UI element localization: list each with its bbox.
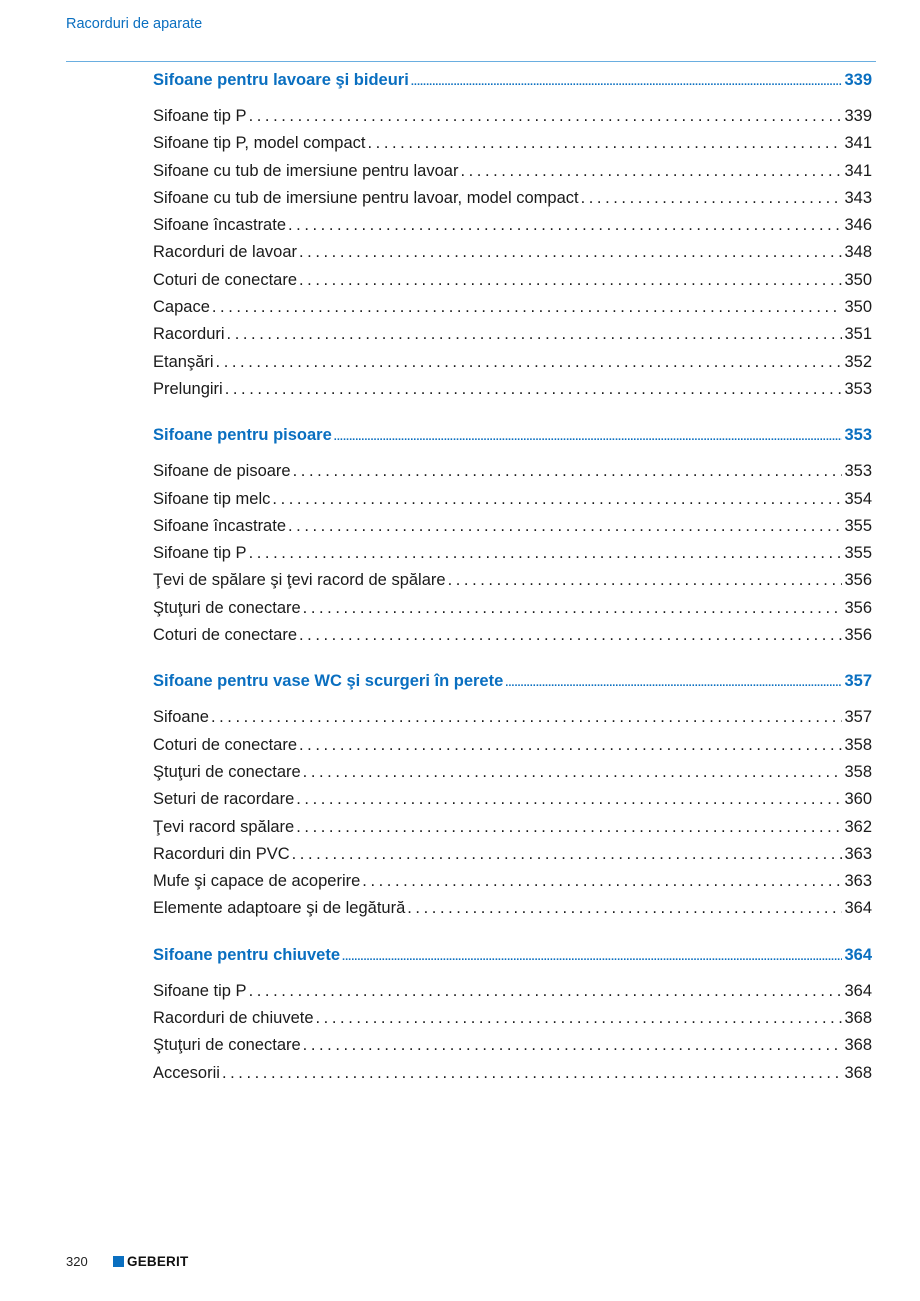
entry-label: Racorduri — [153, 325, 225, 344]
entry-page: 368 — [844, 1036, 872, 1055]
dot-leader — [272, 486, 842, 513]
dot-leader — [299, 622, 842, 649]
dot-leader — [211, 704, 843, 731]
entry-label: Sifoane tip P — [153, 544, 247, 563]
page-number: 320 — [66, 1254, 88, 1269]
entry-page: 363 — [844, 872, 872, 891]
entry-label: Sifoane tip melc — [153, 489, 271, 508]
entry-label: Sifoane — [153, 708, 209, 727]
dot-leader — [249, 103, 843, 130]
logo-square-icon — [113, 1256, 124, 1267]
entry-page: 364 — [844, 899, 872, 918]
toc-entry[interactable] — [153, 1005, 872, 1032]
toc-entry[interactable] — [153, 1032, 872, 1059]
toc-entry[interactable] — [153, 349, 872, 376]
toc-entry[interactable] — [153, 978, 872, 1005]
entry-page: 351 — [844, 325, 872, 344]
dot-leader — [222, 1060, 843, 1087]
toc-entry[interactable] — [153, 622, 872, 649]
entry-label: Sifoane cu tub de imersiune pentru lavoar, model compact — [153, 188, 579, 207]
logo-text: GEBERIT — [127, 1254, 189, 1269]
entry-label: Racorduri de chiuvete — [153, 1009, 314, 1028]
dot-leader — [303, 759, 843, 786]
entry-page: 350 — [844, 270, 872, 289]
entry-page: 364 — [844, 945, 872, 964]
entry-page: 353 — [844, 379, 872, 398]
entry-page: 355 — [844, 516, 872, 535]
entry-label: Coturi de conectare — [153, 626, 297, 645]
entry-page: 341 — [844, 161, 872, 180]
toc-entry[interactable] — [153, 158, 872, 185]
entry-page: 355 — [844, 544, 872, 563]
entry-page: 356 — [844, 598, 872, 617]
toc-entry[interactable] — [153, 704, 872, 731]
toc-entry[interactable] — [153, 130, 872, 157]
toc-section — [153, 422, 872, 649]
toc-entry[interactable] — [153, 376, 872, 403]
dot-leader — [362, 868, 842, 895]
entry-page: 348 — [844, 243, 872, 262]
header-divider — [66, 61, 876, 62]
toc-section — [153, 67, 872, 403]
entry-page: 356 — [844, 571, 872, 590]
dot-leader — [249, 540, 843, 567]
entry-label: Accesorii — [153, 1063, 220, 1082]
toc-entry[interactable] — [153, 267, 872, 294]
entry-page: 368 — [844, 1009, 872, 1028]
toc-entry[interactable] — [153, 732, 872, 759]
entry-page: 368 — [844, 1063, 872, 1082]
toc-section — [153, 942, 872, 1087]
dot-leader — [293, 458, 843, 485]
entry-label: Capace — [153, 298, 210, 317]
entry-page: 356 — [844, 626, 872, 645]
entry-label: Sifoane încastrate — [153, 216, 286, 235]
entry-label: Coturi de conectare — [153, 270, 297, 289]
entry-label: Sifoane cu tub de imersiune pentru lavoar — [153, 161, 459, 180]
section-heading[interactable] — [153, 668, 872, 695]
dot-leader — [460, 158, 842, 185]
entry-label: Elemente adaptoare şi de legătură — [153, 899, 406, 918]
entry-page: 350 — [844, 298, 872, 317]
dot-leader — [288, 212, 842, 239]
dot-leader — [334, 422, 843, 449]
dot-leader — [299, 239, 842, 266]
toc-section — [153, 668, 872, 922]
entry-page: 339 — [844, 107, 872, 125]
entry-label: Sifoane tip P — [153, 981, 247, 1000]
entry-label: Racorduri din PVC — [153, 844, 290, 863]
toc-entry[interactable] — [153, 540, 872, 567]
section-heading[interactable] — [153, 67, 872, 94]
toc-entry[interactable] — [153, 294, 872, 321]
dot-leader — [448, 567, 843, 594]
toc-entry[interactable] — [153, 185, 872, 212]
dot-leader — [216, 349, 843, 376]
entry-page: 357 — [844, 708, 872, 727]
dot-leader — [505, 668, 842, 695]
dot-leader — [581, 185, 843, 212]
entry-label: Sifoane pentru chiuvete — [153, 945, 341, 964]
dot-leader — [212, 294, 843, 321]
dot-leader — [299, 732, 842, 759]
geberit-logo — [113, 1254, 188, 1269]
entry-label: Ţevi racord spălare — [153, 817, 295, 836]
entry-page: 360 — [844, 790, 872, 809]
entry-label: Sifoane tip P, model compact — [153, 134, 366, 153]
dot-leader — [296, 814, 842, 841]
dot-leader — [316, 1005, 843, 1032]
table-of-contents — [153, 67, 872, 1106]
dot-leader — [303, 1032, 843, 1059]
entry-label: Mufe şi capace de acoperire — [153, 872, 361, 891]
entry-page: 353 — [844, 462, 872, 481]
entry-label: Coturi de conectare — [153, 735, 297, 754]
toc-entry[interactable] — [153, 239, 872, 266]
toc-entry[interactable] — [153, 868, 872, 895]
toc-entry[interactable] — [153, 458, 872, 485]
entry-label: Ţevi de spălare şi ţevi racord de spălare — [153, 571, 446, 590]
toc-entry[interactable] — [153, 786, 872, 813]
toc-entry[interactable] — [153, 759, 872, 786]
entry-page: 362 — [844, 817, 872, 836]
entry-label: Ştuţuri de conectare — [153, 762, 301, 781]
toc-entry[interactable] — [153, 1060, 872, 1087]
toc-entry[interactable] — [153, 103, 872, 130]
entry-label: Prelungiri — [153, 379, 223, 398]
toc-entry[interactable] — [153, 895, 872, 922]
toc-entry[interactable] — [153, 513, 872, 540]
section-heading[interactable] — [153, 942, 872, 969]
entry-page: 354 — [844, 489, 872, 508]
dot-leader — [411, 67, 843, 94]
entry-label: Ştuţuri de conectare — [153, 1036, 301, 1055]
toc-entry[interactable] — [153, 321, 872, 348]
entry-page: 358 — [844, 762, 872, 781]
toc-entry[interactable] — [153, 841, 872, 868]
dot-leader — [342, 942, 842, 969]
section-heading[interactable] — [153, 422, 872, 449]
entry-page: 352 — [844, 352, 872, 371]
dot-leader — [368, 130, 843, 157]
dot-leader — [296, 786, 842, 813]
entry-label: Sifoane pentru pisoare — [153, 426, 332, 445]
dot-leader — [288, 513, 842, 540]
entry-label: Racorduri de lavoar — [153, 243, 297, 262]
entry-label: Sifoane tip P — [153, 107, 247, 125]
entry-label: Ştuţuri de conectare — [153, 598, 301, 617]
entry-label: Sifoane pentru vase WC şi scurgeri în perete — [153, 672, 504, 691]
entry-page: 357 — [844, 672, 872, 691]
toc-entry[interactable] — [153, 567, 872, 594]
entry-page: 346 — [844, 216, 872, 235]
entry-page: 341 — [844, 134, 872, 153]
dot-leader — [249, 978, 843, 1005]
toc-entry[interactable] — [153, 595, 872, 622]
entry-page: 364 — [844, 981, 872, 1000]
entry-label: Seturi de racordare — [153, 790, 295, 809]
toc-entry[interactable] — [153, 814, 872, 841]
entry-label: Sifoane încastrate — [153, 516, 286, 535]
entry-page: 343 — [844, 188, 872, 207]
entry-page: 339 — [844, 71, 872, 89]
dot-leader — [407, 895, 842, 922]
running-header: Racorduri de aparate — [66, 16, 203, 32]
entry-label: Etanşări — [153, 352, 214, 371]
entry-label: Sifoane de pisoare — [153, 462, 291, 481]
entry-page: 358 — [844, 735, 872, 754]
entry-page: 363 — [844, 844, 872, 863]
entry-label: Sifoane pentru lavoare şi bideuri — [153, 71, 409, 89]
toc-entry[interactable] — [153, 212, 872, 239]
dot-leader — [299, 267, 842, 294]
entry-page: 353 — [844, 426, 872, 445]
toc-entry[interactable] — [153, 486, 872, 513]
dot-leader — [292, 841, 843, 868]
dot-leader — [303, 595, 843, 622]
dot-leader — [227, 321, 843, 348]
dot-leader — [225, 376, 843, 403]
